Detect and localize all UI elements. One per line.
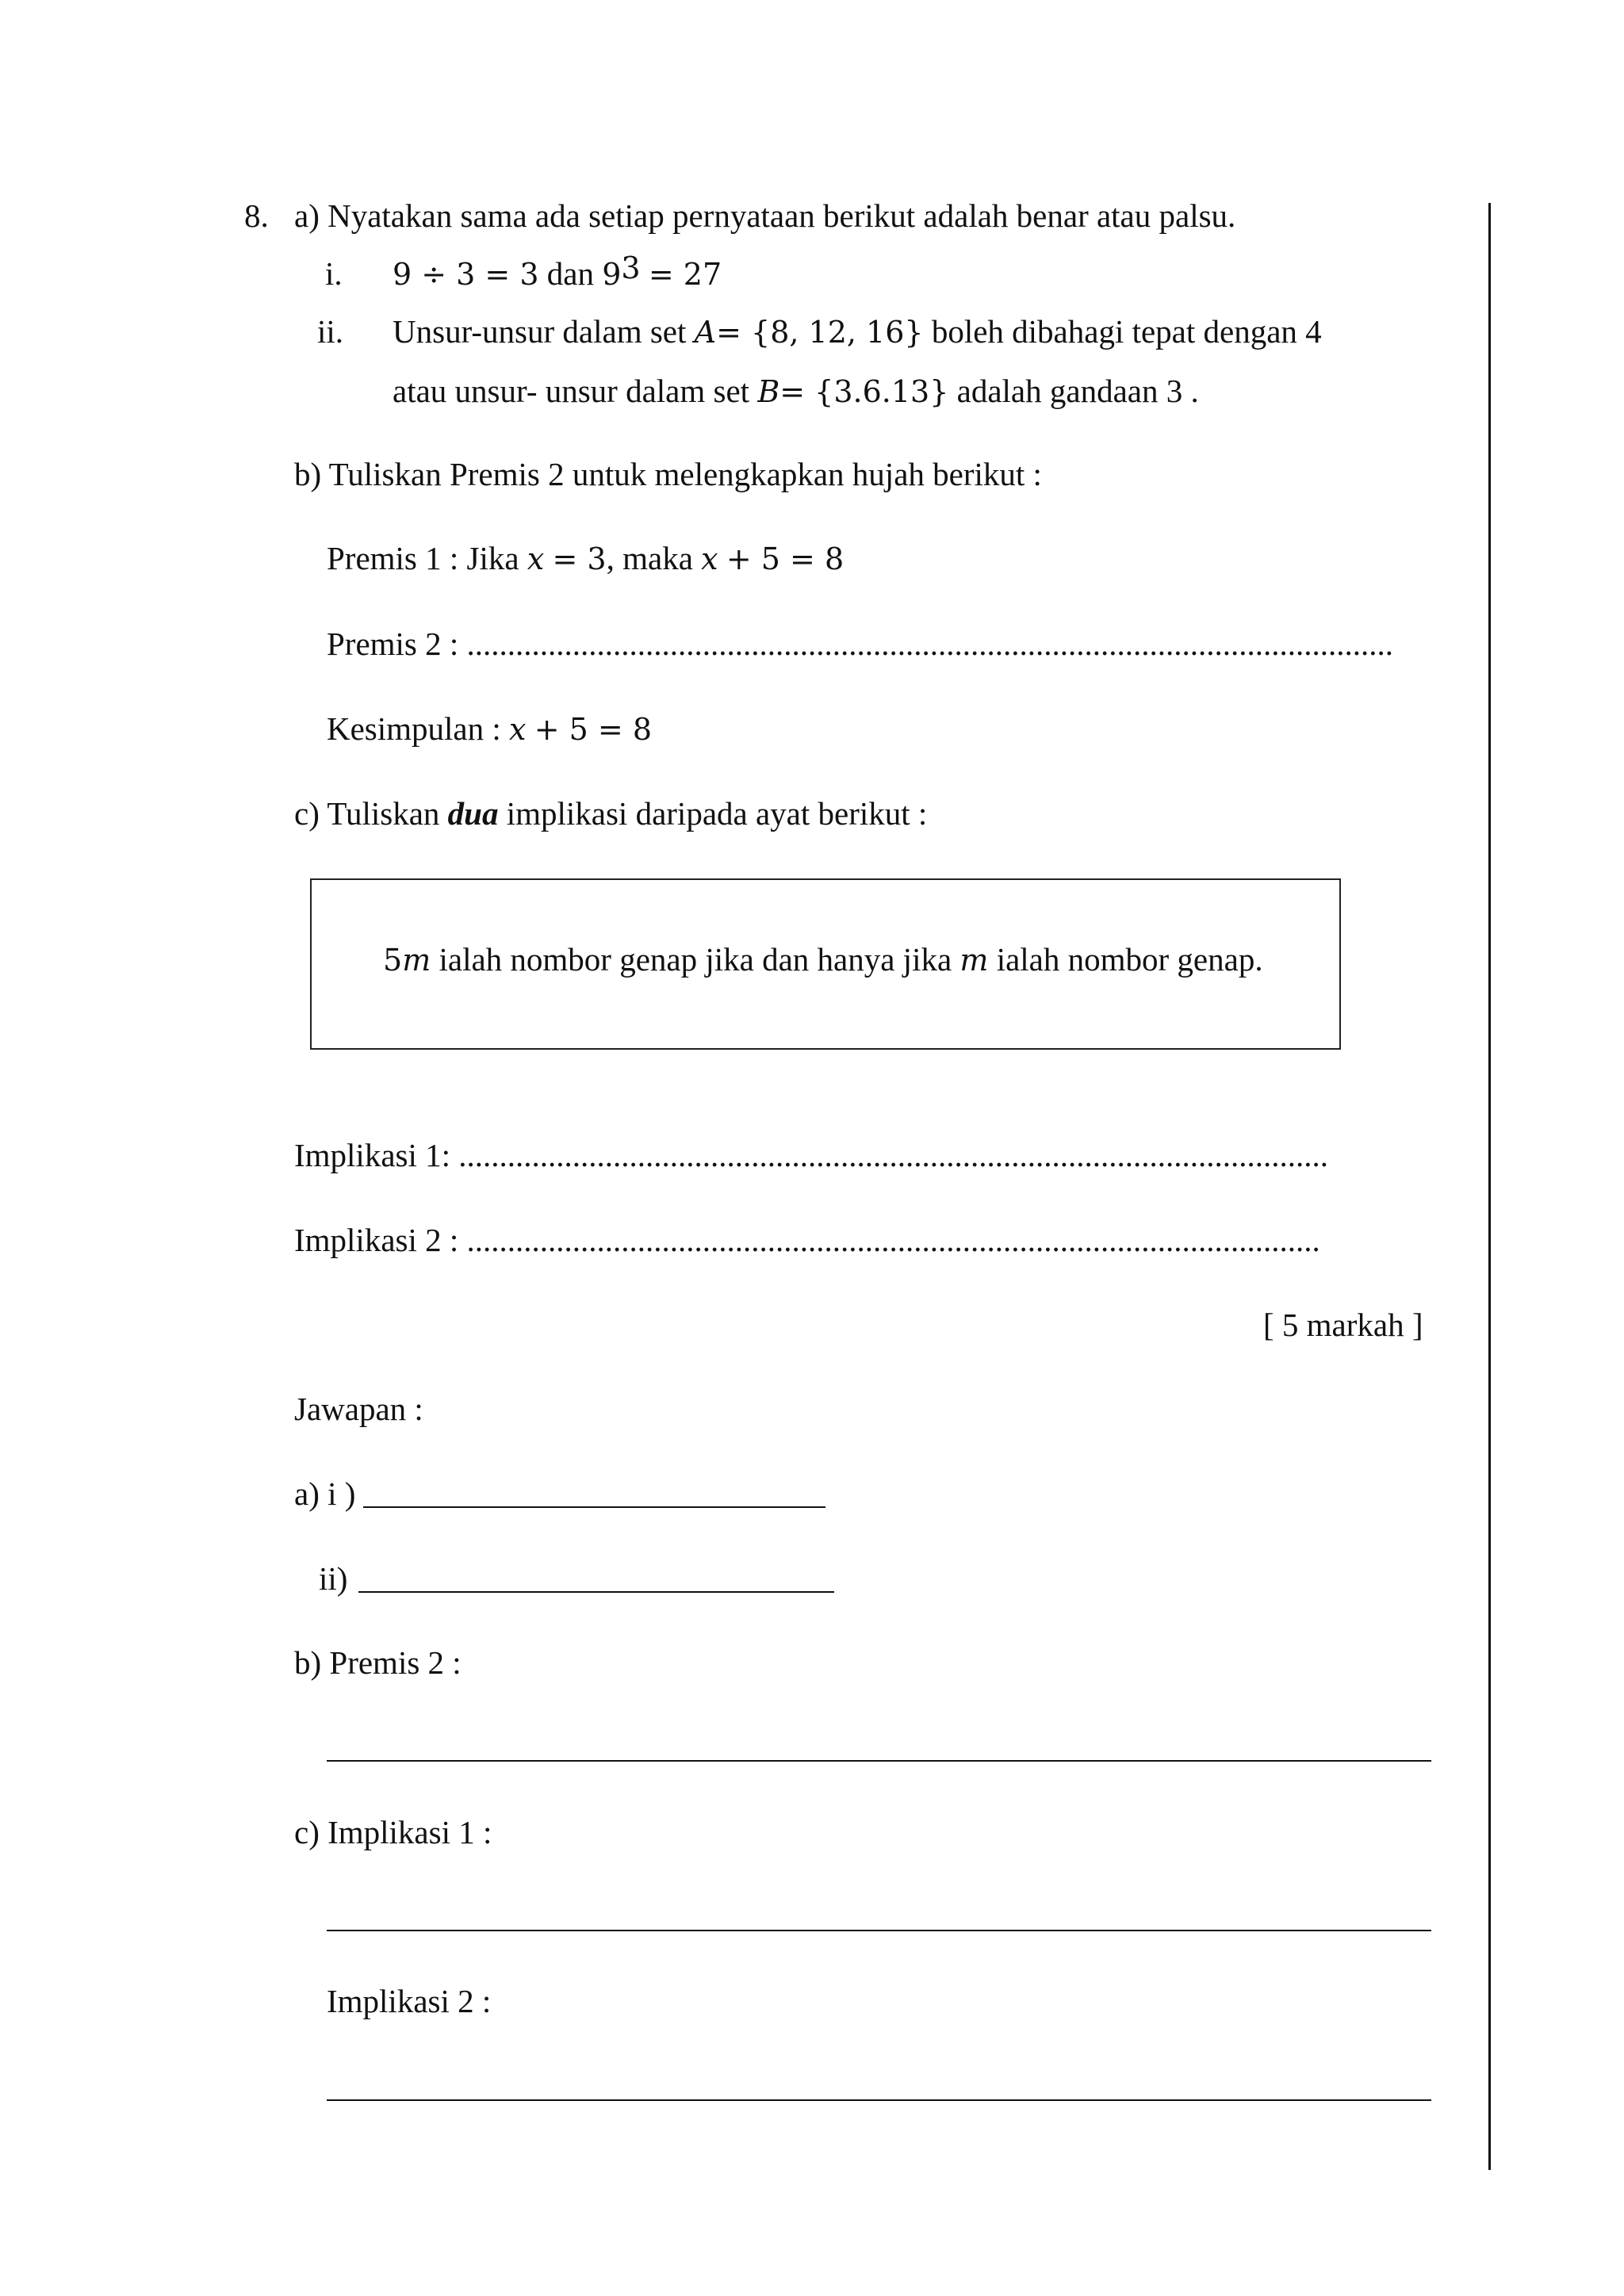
answer-c-2-label: Implikasi 2 : <box>327 1983 492 2019</box>
box-text-2: ialah nombor genap. <box>996 941 1263 978</box>
premis-2: Premis 2 : .................................................................................................................. <box>327 626 1394 662</box>
box-var: m <box>402 943 431 978</box>
premis-1-var: x <box>527 541 545 576</box>
right-margin-line <box>1488 203 1491 2170</box>
box-var-2: m <box>959 943 989 978</box>
kesimpulan-prefix: Kesimpulan : <box>327 710 501 747</box>
set-b-name: B <box>757 374 780 409</box>
item-ii-line-1-text: Unsur-unsur dalam set <box>393 313 687 350</box>
item-i-math-2-rest: = 27 <box>648 257 722 292</box>
answer-c-1-label: c) Implikasi 1 : <box>294 1814 492 1850</box>
question-number: 8. <box>244 197 269 234</box>
kesimpulan <box>327 710 652 747</box>
item-ii-label: ii. <box>317 313 344 350</box>
statement-box-text <box>383 943 1263 976</box>
implikasi-2: Implikasi 2 : ......................................................................................................... <box>294 1222 1320 1258</box>
answer-a-ii-line[interactable] <box>358 1591 834 1593</box>
premis-1-prefix: Premis 1 : Jika <box>327 540 519 576</box>
part-c-instruction-suffix: implikasi daripada ayat berikut : <box>506 795 928 832</box>
part-c-instruction-emph: dua <box>447 795 499 832</box>
part-c-instruction-prefix: c) Tuliskan <box>294 795 440 832</box>
part-b-instruction: b) Tuliskan Premis 2 untuk melengkapkan hujah berikut : <box>294 456 1042 492</box>
kesimpulan-math: + 5 = 8 <box>534 712 652 747</box>
item-ii-line-2-rest: adalah gandaan 3 . <box>956 373 1199 409</box>
marks: [ 5 markah ] <box>1263 1307 1423 1343</box>
item-i-math-1: 9 ÷ 3 = 3 <box>393 257 539 292</box>
answer-a-ii-label: ii) <box>319 1560 348 1597</box>
set-a-name: A <box>694 315 717 350</box>
kesimpulan-var: x <box>509 712 527 747</box>
item-i-label: i. <box>325 255 343 292</box>
premis-1-math-1: = 3 <box>552 541 607 576</box>
set-a-elements: = {8, 12, 16} <box>716 315 924 350</box>
item-ii-line-2-text: atau unsur- unsur dalam set <box>393 373 750 409</box>
part-a-instruction: a) Nyatakan sama ada setiap pernyataan berikut adalah benar atau palsu. <box>294 197 1236 234</box>
premis-1-mid: , maka <box>606 540 693 576</box>
answer-a-i-label: a) i ) <box>294 1475 356 1512</box>
answer-a-i-line[interactable] <box>363 1506 825 1508</box>
box-number: 5 <box>383 943 403 978</box>
item-i-math-2-base: 9 <box>602 257 622 292</box>
answer-c-1-line[interactable] <box>327 1930 1431 1931</box>
item-i-math-2-exp: 3 <box>621 251 641 285</box>
part-c-instruction <box>294 795 928 832</box>
item-i-and: dan <box>546 255 594 292</box>
answer-c-2-line[interactable] <box>327 2099 1431 2101</box>
box-text-1: ialah nombor genap jika dan hanya jika <box>439 941 952 978</box>
answer-b-label: b) Premis 2 : <box>294 1644 462 1681</box>
set-b-elements: = {3.6.13} <box>779 374 949 409</box>
premis-1-math-2: + 5 = 8 <box>726 541 845 576</box>
answer-b-line[interactable] <box>327 1760 1431 1762</box>
premis-1-var-2: x <box>701 541 718 576</box>
answer-heading: Jawapan : <box>294 1391 423 1427</box>
item-ii-line-1 <box>393 313 1322 350</box>
premis-1 <box>327 542 844 575</box>
item-ii-line-2 <box>393 375 1199 408</box>
item-i-statement <box>393 251 722 292</box>
implikasi-1: Implikasi 1: ........................................................................................................... <box>294 1137 1329 1173</box>
item-ii-line-1-rest: boleh dibahagi tepat dengan 4 <box>931 313 1322 350</box>
